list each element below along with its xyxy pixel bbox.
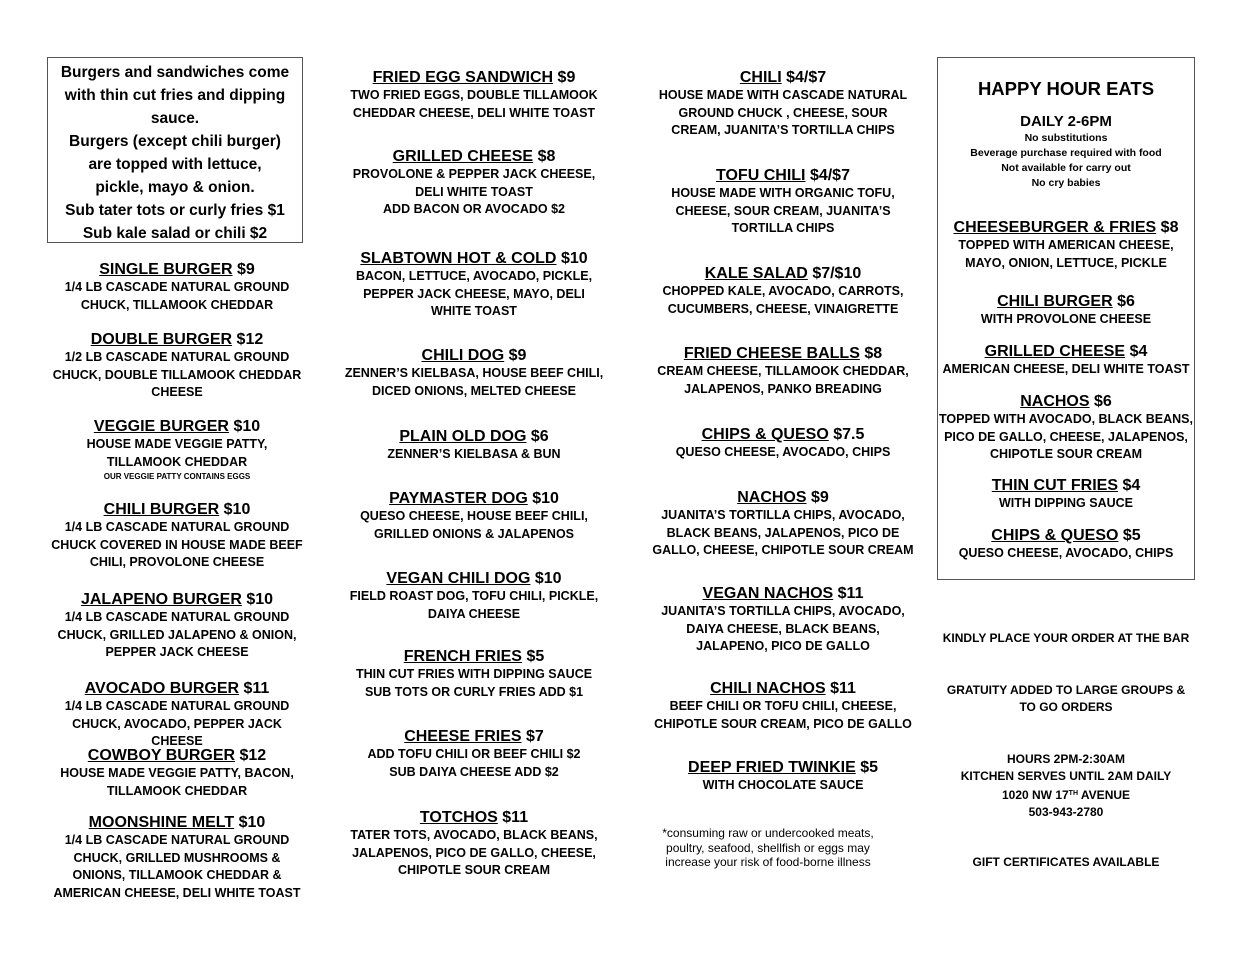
menu-item-description: 1/4 LB CASCADE NATURAL GROUND — [64, 520, 290, 534]
order-text: KINDLY PLACE YOUR ORDER AT THE BAR — [942, 631, 1190, 645]
menu-item-title — [938, 476, 1194, 495]
menu-item-price: $8 — [864, 345, 883, 362]
menu-item — [938, 342, 1194, 379]
menu-item-description: HOUSE MADE WITH ORGANIC TOFU, — [671, 186, 895, 200]
menu-item-title — [343, 427, 605, 446]
sides-column — [642, 0, 924, 960]
menu-item-description: TATER TOTS, AVOCADO, BLACK BEANS, — [350, 828, 598, 842]
menu-item-title — [48, 330, 306, 349]
menu-item-price: $5 — [1122, 527, 1141, 544]
menu-item-description: CREAM, JUANITA’S TORTILLA CHIPS — [671, 123, 895, 137]
menu-item — [938, 476, 1194, 513]
menu-item — [642, 425, 924, 462]
menu-item-description: PEPPER JACK CHEESE — [105, 645, 249, 659]
menu-item — [642, 488, 924, 560]
menu-item-price: $9 — [557, 69, 576, 86]
notice-line: are topped with lettuce, — [88, 156, 262, 173]
notice-line: pickle, mayo & onion. — [95, 179, 255, 196]
menu-item — [343, 147, 605, 219]
disclaimer-line: poultry, seafood, shellfish or eggs may — [666, 840, 870, 855]
menu-item-description: QUESO CHEESE, AVOCADO, CHIPS — [675, 445, 891, 459]
menu-item — [642, 584, 924, 656]
happy-hour-title: HAPPY HOUR EATS — [977, 78, 1155, 99]
gratuity-line: GRATUITY ADDED TO LARGE GROUPS & — [946, 683, 1186, 697]
notice-line: sauce. — [150, 110, 200, 127]
menu-item-title — [642, 68, 924, 87]
menu-item-title — [343, 727, 605, 746]
menu-item — [938, 526, 1194, 563]
menu-item-description: TILLAMOOK CHEDDAR — [106, 783, 248, 798]
menu-item-title — [48, 813, 306, 832]
menu-item-price: $6 — [1117, 293, 1135, 310]
menu-item-description: HOUSE MADE WITH CASCADE NATURAL — [658, 88, 908, 102]
menu-item-name: GRILLED CHEESE — [984, 343, 1126, 360]
menu-item-price: $6 — [1094, 393, 1112, 410]
menu-item-description: CHUCK, TILLAMOOK CHEDDAR — [80, 297, 274, 312]
menu-item-note: OUR VEGGIE PATTY CONTAINS EGGS — [103, 472, 251, 481]
menu-item-name: VEGAN CHILI DOG — [386, 570, 531, 587]
menu-item-title — [938, 392, 1194, 411]
menu-item-title — [642, 679, 924, 698]
menu-item — [48, 417, 306, 482]
menu-item-description: ADD TOFU CHILI OR BEEF CHILI $2 — [367, 747, 581, 761]
menu-item-price: $10 — [560, 250, 588, 267]
menu-item — [48, 590, 306, 662]
menu-item — [642, 166, 924, 238]
menu-item-description: WITH CHOCOLATE SAUCE — [702, 778, 864, 792]
menu-item-description: AMERICAN CHEESE, DELI WHITE TOAST — [942, 362, 1190, 376]
menu-item-price: $5 — [860, 759, 878, 776]
menu-item-price: $7 — [526, 728, 544, 745]
menu-item-title — [343, 147, 605, 166]
menu-item-description: 1/4 LB CASCADE NATURAL GROUND — [64, 833, 290, 847]
menu-item-description: JALAPENO, PICO DE GALLO — [696, 639, 870, 653]
menu-item-description: WHITE TOAST — [431, 304, 517, 318]
menu-item — [343, 346, 605, 400]
gift-certificates — [937, 854, 1195, 871]
menu-item-price: $6 — [530, 428, 549, 445]
menu-item-name: AVOCADO BURGER — [84, 680, 240, 697]
menu-item-price: $10 — [534, 570, 562, 587]
menu-item-price: $7.5 — [833, 426, 865, 443]
menu-item-title — [642, 425, 924, 444]
menu-item-name: CHEESE FRIES — [404, 728, 522, 745]
menu-item — [938, 218, 1194, 272]
hours-contact — [937, 751, 1195, 821]
menu-item-description: QUESO CHEESE, HOUSE BEEF CHILI, — [360, 509, 588, 523]
menu-item-name: NACHOS — [1020, 393, 1090, 410]
happy-hour-rule: No cry babies — [1031, 177, 1101, 189]
menu-item-title — [938, 526, 1194, 545]
menu-item-name: THIN CUT FRIES — [991, 477, 1118, 494]
menu-item-description: SUB DAIYA CHEESE ADD $2 — [389, 764, 559, 779]
gift-text: GIFT CERTIFICATES AVAILABLE — [972, 855, 1160, 869]
menu-item-title — [642, 166, 924, 185]
menu-item — [343, 249, 605, 321]
menu-item — [48, 260, 306, 314]
burger-column — [48, 0, 306, 960]
menu-item-description: CHIPOTLE SOUR CREAM — [989, 447, 1143, 461]
menu-item-description: HOUSE MADE VEGGIE PATTY, BACON, — [60, 766, 294, 780]
menu-item-title — [642, 488, 924, 507]
menu-item-price: $11 — [502, 809, 529, 826]
happy-hour-rule: Not available for carry out — [1001, 162, 1131, 174]
menu-item-description: CHEESE — [151, 385, 203, 399]
menu-item — [48, 746, 306, 800]
menu-item-price: $12 — [236, 331, 264, 348]
menu-item-price: $8 — [1160, 219, 1179, 236]
menu-item-description: DICED ONIONS, MELTED CHEESE — [372, 383, 576, 398]
menu-item-description: GRILLED ONIONS & JALAPENOS — [373, 526, 575, 541]
menu-item-name: GRILLED CHEESE — [392, 148, 534, 165]
menu-item — [343, 427, 605, 464]
menu-item-description: GALLO, CHEESE, CHIPOTLE SOUR CREAM — [652, 543, 914, 557]
notice-line: Burgers (except chili burger) — [69, 133, 281, 150]
menu-item-title — [642, 344, 924, 363]
menu-item-title — [48, 590, 306, 609]
menu-item-description: TILLAMOOK CHEDDAR — [106, 454, 248, 469]
menu-item-description: QUESO CHEESE, AVOCADO, CHIPS — [958, 546, 1174, 560]
menu-item — [938, 292, 1194, 329]
menu-item-description: TORTILLA CHIPS — [731, 221, 835, 235]
menu-item-title — [642, 584, 924, 603]
menu-item — [48, 813, 306, 902]
happy-hour-rule: Beverage purchase required with food — [970, 147, 1162, 159]
menu-item — [642, 758, 924, 795]
menu-item-price: $10 — [223, 501, 251, 518]
menu-item-description: TWO FRIED EGGS, DOUBLE TILLAMOOK — [350, 88, 598, 102]
menu-item-description: TOPPED WITH AMERICAN CHEESE, — [958, 238, 1174, 252]
address-street: AVENUE — [1078, 788, 1131, 802]
menu-item-price: $10 — [532, 490, 559, 507]
menu-item-name: PAYMASTER DOG — [389, 490, 528, 507]
menu-item — [48, 500, 306, 572]
menu-item-description: BEEF CHILI OR TOFU CHILI, CHEESE, — [669, 699, 897, 713]
menu-item-description: GROUND CHUCK , CHEESE, SOUR — [678, 105, 888, 120]
address-text — [937, 785, 1195, 804]
menu-item — [343, 569, 605, 623]
menu-item-price: $7/$10 — [812, 265, 862, 282]
menu-item-price: $4 — [1129, 343, 1148, 360]
menu-item-title — [642, 758, 924, 777]
menu-item — [48, 679, 306, 751]
menu-item-name: TOTCHOS — [419, 809, 498, 826]
menu-item-name: CHIPS & QUESO — [991, 527, 1119, 544]
menu-item-title — [48, 417, 306, 436]
menu-item-description: TOPPED WITH AVOCADO, BLACK BEANS, — [939, 412, 1193, 426]
menu-item-name: NACHOS — [737, 489, 807, 506]
menu-item-description: CHUCK, GRILLED MUSHROOMS & — [73, 850, 281, 865]
menu-item-name: VEGAN NACHOS — [702, 585, 834, 602]
disclaimer-line: *consuming raw or undercooked meats, — [662, 826, 874, 840]
menu-item-description: PICO DE GALLO, CHEESE, JALAPENOS, — [944, 429, 1188, 444]
menu-item-title — [48, 260, 306, 279]
menu-item-price: $4 — [1122, 477, 1141, 494]
menu-item-title — [343, 489, 605, 508]
menu-item-name: JALAPENO BURGER — [80, 591, 242, 608]
menu-item-description: DELI WHITE TOAST — [415, 184, 533, 199]
menu-item-description: DAIYA CHEESE — [427, 606, 521, 621]
menu-item — [343, 647, 605, 701]
menu-item-price: $4/$7 — [786, 69, 827, 86]
menu-item-name: KALE SALAD — [704, 265, 808, 282]
menu-item-name: CHILI — [739, 69, 782, 86]
menu-item-title — [343, 346, 605, 365]
menu-item-name: COWBOY BURGER — [87, 747, 236, 764]
menu-item-description: CHEDDAR CHEESE, DELI WHITE TOAST — [352, 105, 596, 120]
address-suffix: TH — [1068, 790, 1079, 797]
happy-hour-box — [937, 57, 1195, 580]
menu-item-description: CHUCK, DOUBLE TILLAMOOK CHEDDAR — [52, 367, 302, 382]
menu-item-description: CHOPPED KALE, AVOCADO, CARROTS, — [662, 284, 904, 298]
menu-item-description: BACON, LETTUCE, AVOCADO, PICKLE, — [355, 269, 593, 283]
menu-item-name: CHILI BURGER — [997, 293, 1113, 310]
menu-item-description: CHIPOTLE SOUR CREAM — [397, 863, 551, 877]
menu-item-description: JUANITA’S TORTILLA CHIPS, AVOCADO, — [661, 508, 905, 522]
menu-item-description: WITH DIPPING SAUCE — [998, 496, 1134, 510]
sandwich-dog-column — [343, 0, 605, 960]
menu-item-name: CHIPS & QUESO — [701, 426, 829, 443]
menu-item-title — [343, 249, 605, 268]
menu-item-name: DEEP FRIED TWINKIE — [688, 759, 856, 776]
menu-item-price: $9 — [811, 489, 829, 506]
menu-item — [642, 68, 924, 140]
menu-item-name: FRIED CHEESE BALLS — [683, 345, 860, 362]
menu-item-description: SUB TOTS OR CURLY FRIES ADD $1 — [364, 684, 584, 699]
menu-item-description: DAIYA CHEESE, BLACK BEANS, — [686, 621, 880, 636]
menu-item-description: CHUCK, GRILLED JALAPENO & ONION, — [57, 627, 297, 642]
menu-item-name: SINGLE BURGER — [99, 261, 233, 278]
notice-line: Sub kale salad or chili $2 — [82, 225, 268, 242]
menu-item-title — [938, 218, 1194, 237]
gratuity-note — [937, 682, 1195, 716]
food-safety-disclaimer — [642, 826, 894, 870]
menu-item-price: $11 — [243, 680, 270, 697]
menu-item-title — [48, 746, 306, 765]
menu-item-description: ONIONS, TILLAMOOK CHEDDAR & — [72, 868, 282, 882]
menu-item-description: BLACK BEANS, JALAPENOS, PICO DE — [666, 525, 900, 540]
menu-item-title — [343, 647, 605, 666]
menu-item-title — [343, 808, 605, 827]
menu-item — [343, 68, 605, 122]
menu-item-description: CHUCK COVERED IN HOUSE MADE BEEF — [51, 537, 303, 552]
menu-item-title — [938, 292, 1194, 311]
menu-item-description: JALAPENOS, PICO DE GALLO, CHEESE, — [352, 845, 596, 860]
menu-item-price: $11 — [830, 680, 856, 697]
menu-item-price: $8 — [537, 148, 556, 165]
menu-item-name: DOUBLE BURGER — [90, 331, 233, 348]
menu-item-description: JUANITA’S TORTILLA CHIPS, AVOCADO, — [661, 604, 905, 618]
menu-item-description: ZENNER’S KIELBASA & BUN — [387, 447, 561, 461]
menu-item-name: SLABTOWN HOT & COLD — [360, 250, 557, 267]
notice-line: Sub tater tots or curly fries $1 — [65, 202, 285, 219]
kitchen-hours-text: KITCHEN SERVES UNTIL 2AM DAILY — [960, 769, 1172, 783]
menu-item-description: WITH PROVOLONE CHEESE — [980, 312, 1152, 326]
menu-item — [938, 392, 1194, 464]
menu-item-description: PROVOLONE & PEPPER JACK CHEESE, — [352, 167, 596, 181]
menu-item-name: CHILI BURGER — [103, 501, 220, 518]
menu-item-name: FRENCH FRIES — [403, 648, 522, 665]
menu-item-description: THIN CUT FRIES WITH DIPPING SAUCE — [355, 667, 593, 681]
menu-item-description: 1/4 LB CASCADE NATURAL GROUND — [64, 610, 290, 624]
disclaimer-line: increase your risk of food-borne illness — [665, 855, 871, 869]
menu-item-price: $4/$7 — [809, 167, 850, 184]
menu-item-name: TOFU CHILI — [716, 167, 806, 184]
menu-item — [48, 330, 306, 402]
notice-line: with thin cut fries and dipping — [64, 87, 286, 104]
menu-item-name: CHILI NACHOS — [710, 680, 826, 697]
phone-number: 503-943-2780 — [1028, 805, 1104, 819]
menu-item-title — [343, 68, 605, 87]
order-instruction — [937, 630, 1195, 647]
menu-item-title — [48, 500, 306, 519]
menu-item-description: CREAM CHEESE, TILLAMOOK CHEDDAR, — [657, 364, 909, 378]
menu-item-description: ZENNER’S KIELBASA, HOUSE BEEF CHILI, — [344, 366, 604, 380]
menu-item-name: CHEESEBURGER & FRIES — [953, 219, 1157, 236]
menu-item-name: VEGGIE BURGER — [93, 418, 229, 435]
menu-item-description: AMERICAN CHEESE, DELI WHITE TOAST — [53, 885, 301, 900]
menu-item — [642, 344, 924, 398]
menu-item — [343, 808, 605, 880]
menu-item-title — [642, 264, 924, 283]
happy-hour-rule: No substitutions — [1024, 132, 1108, 144]
menu-item-name: FRIED EGG SANDWICH — [372, 69, 554, 86]
happy-hour-time: DAILY 2-6PM — [1020, 113, 1112, 130]
menu-item-price: $12 — [239, 747, 267, 764]
menu-item-name: PLAIN OLD DOG — [399, 428, 527, 445]
menu-item-description: MAYO, ONION, LETTUCE, PICKLE — [965, 255, 1167, 270]
menu-item-price: $10 — [246, 591, 274, 608]
menu-item — [642, 679, 924, 733]
menu-item-description: 1/4 LB CASCADE NATURAL GROUND — [64, 280, 290, 294]
menu-item-name: MOONSHINE MELT — [88, 814, 235, 831]
menu-item-description: 1/4 LB CASCADE NATURAL GROUND — [64, 699, 290, 713]
menu-item-title — [343, 569, 605, 588]
notice-line: Burgers and sandwiches come — [60, 64, 290, 81]
menu-item-description: HOUSE MADE VEGGIE PATTY, — [86, 437, 268, 451]
menu-item-title — [938, 342, 1194, 361]
gratuity-line: TO GO ORDERS — [1019, 700, 1113, 714]
menu-item-description: JALAPENOS, PANKO BREADING — [684, 381, 882, 396]
menu-item-price: $5 — [526, 648, 545, 665]
menu-item — [642, 264, 924, 318]
menu-item — [343, 489, 605, 543]
menu-item-description: ADD BACON OR AVOCADO $2 — [383, 202, 565, 216]
menu-item-title — [48, 679, 306, 698]
menu-item-description: PEPPER JACK CHEESE, MAYO, DELI — [363, 286, 585, 301]
hours-text: HOURS 2PM-2:30AM — [1006, 752, 1126, 766]
menu-item-description: CHIPOTLE SOUR CREAM, PICO DE GALLO — [654, 716, 912, 731]
menu-item-price: $10 — [233, 418, 261, 435]
address-number: 1020 NW 17 — [1001, 788, 1069, 802]
menu-item-price: $10 — [238, 814, 266, 831]
menu-item-name: CHILI DOG — [421, 347, 505, 364]
menu-item-description: CHUCK, AVOCADO, PEPPER JACK CHEESE — [72, 716, 282, 748]
menu-item-price: $9 — [237, 261, 255, 278]
menu-item-description: CHEESE, SOUR CREAM, JUANITA’S — [675, 203, 891, 218]
menu-item-description: 1/2 LB CASCADE NATURAL GROUND — [64, 350, 290, 364]
menu-item — [343, 727, 605, 781]
menu-item-description: CHILI, PROVOLONE CHEESE — [89, 555, 265, 569]
menu-item-price: $9 — [508, 347, 527, 364]
menu-item-description: FIELD ROAST DOG, TOFU CHILI, PICKLE, — [349, 589, 599, 603]
menu-item-description: CUCUMBERS, CHEESE, VINAIGRETTE — [667, 301, 899, 316]
menu-item-price: $11 — [837, 585, 864, 602]
